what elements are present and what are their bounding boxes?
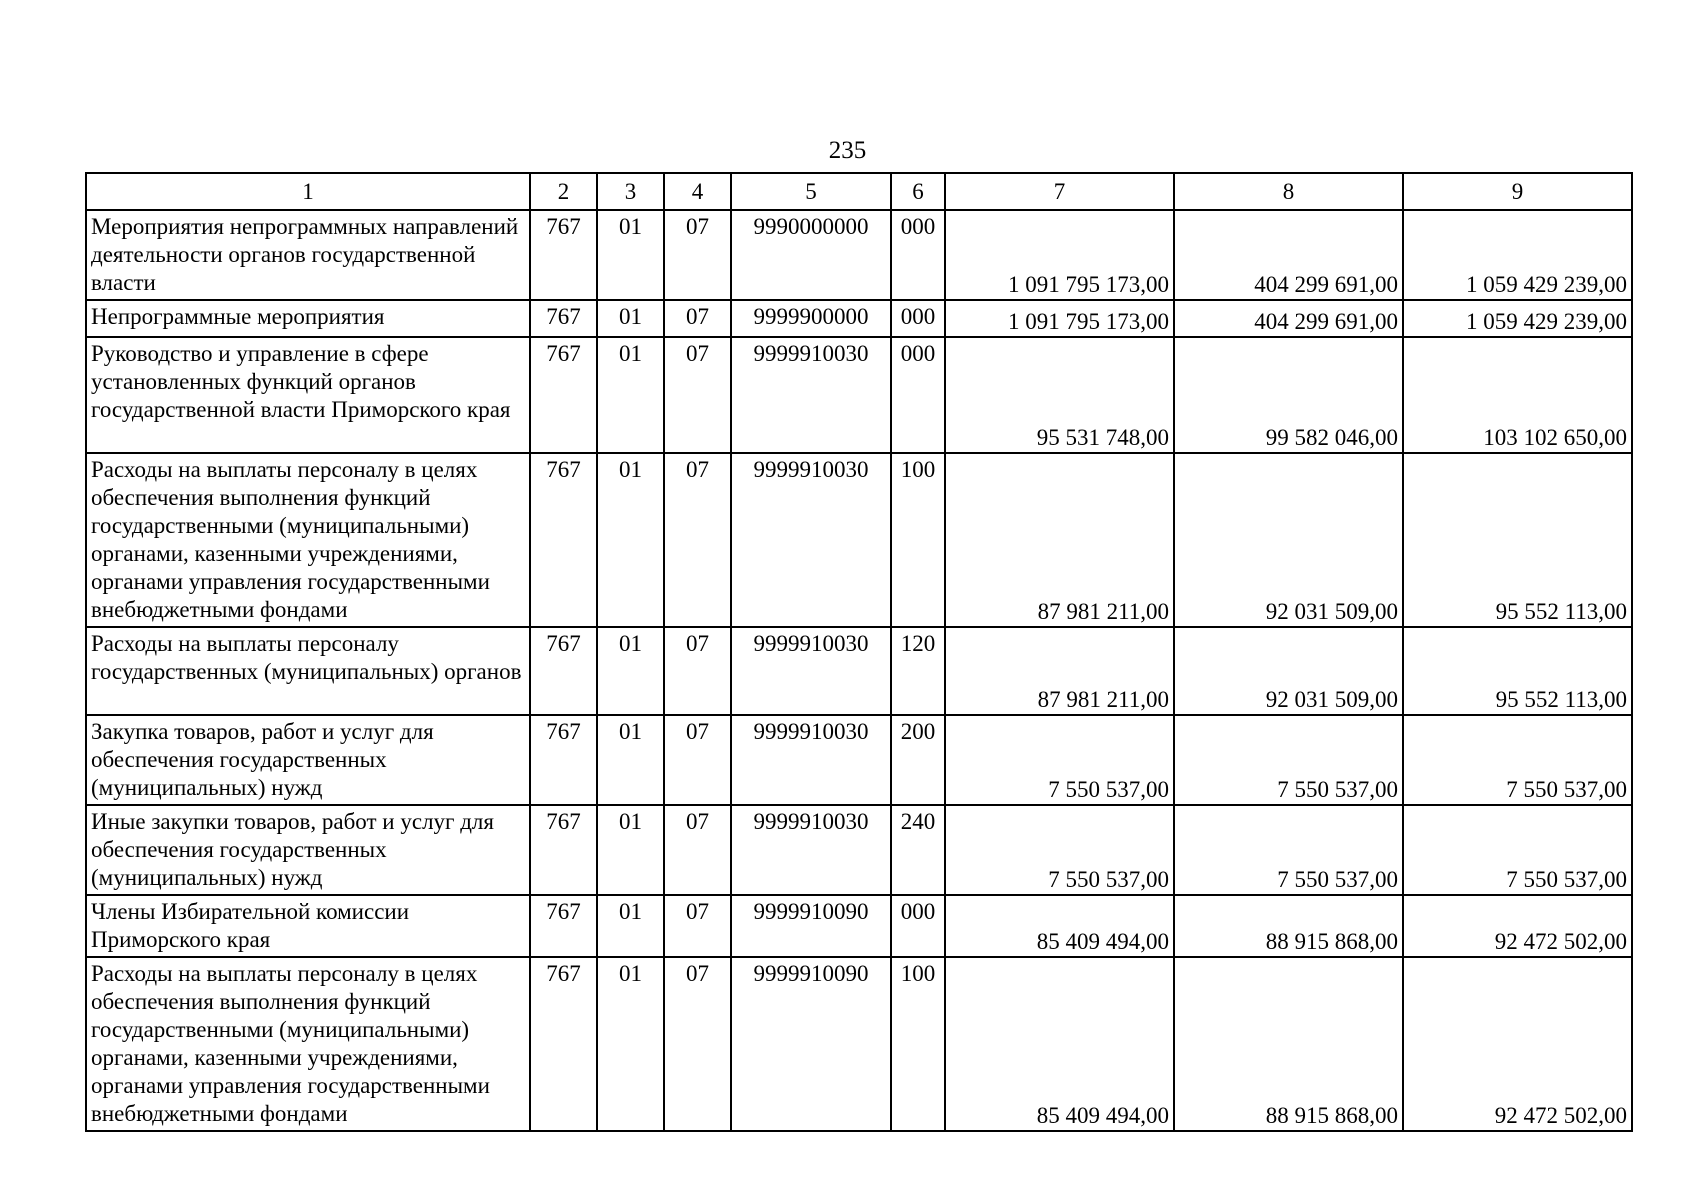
row-name: Закупка товаров, работ и услуг для обеспечения государственных (муниципальных) нужд <box>86 715 530 805</box>
row-name: Расходы на выплаты персоналу в целях обеспечения выполнения функций государственными (муниципальными) органами, казенными учреждениями, органами управления государственными внебюджетными фондами <box>86 957 530 1131</box>
amount-cell: 103 102 650,00 <box>1403 337 1632 453</box>
code-cell: 07 <box>664 715 731 805</box>
row-name: Непрограммные мероприятия <box>86 300 530 337</box>
code-cell: 240 <box>891 805 945 895</box>
code-cell: 767 <box>530 210 597 300</box>
code-cell: 01 <box>597 453 664 627</box>
code-cell: 9990000000 <box>731 210 891 300</box>
amount-cell: 95 552 113,00 <box>1403 627 1632 715</box>
amount-cell: 1 091 795 173,00 <box>945 210 1174 300</box>
code-cell: 01 <box>597 210 664 300</box>
row-name: Члены Избирательной комиссии Приморского края <box>86 895 530 957</box>
table-row <box>86 337 1632 453</box>
code-cell: 200 <box>891 715 945 805</box>
table-row <box>86 895 1632 957</box>
code-cell: 100 <box>891 453 945 627</box>
amount-cell: 92 472 502,00 <box>1403 957 1632 1131</box>
code-cell: 100 <box>891 957 945 1131</box>
code-cell: 9999910030 <box>731 805 891 895</box>
code-cell: 767 <box>530 453 597 627</box>
table-row <box>86 627 1632 715</box>
code-cell: 9999910030 <box>731 453 891 627</box>
code-cell: 120 <box>891 627 945 715</box>
code-cell: 01 <box>597 805 664 895</box>
code-cell: 01 <box>597 300 664 337</box>
amount-cell: 1 059 429 239,00 <box>1403 210 1632 300</box>
code-cell: 07 <box>664 895 731 957</box>
amount-cell: 92 472 502,00 <box>1403 895 1632 957</box>
amount-cell: 404 299 691,00 <box>1174 300 1403 337</box>
page-number: 235 <box>828 137 867 164</box>
amount-cell: 7 550 537,00 <box>1403 715 1632 805</box>
code-cell: 767 <box>530 957 597 1131</box>
code-cell: 01 <box>597 957 664 1131</box>
code-cell: 9999900000 <box>731 300 891 337</box>
code-cell: 000 <box>891 895 945 957</box>
amount-cell: 7 550 537,00 <box>1174 715 1403 805</box>
table-row <box>86 300 1632 337</box>
amount-cell: 95 531 748,00 <box>945 337 1174 453</box>
row-name: Руководство и управление в сфере установленных функций органов государственной власти Приморского края <box>86 337 530 453</box>
code-cell: 767 <box>530 805 597 895</box>
code-cell: 9999910030 <box>731 715 891 805</box>
code-cell: 9999910030 <box>731 337 891 453</box>
header-cell: 3 <box>597 173 664 210</box>
table-row <box>86 453 1632 627</box>
code-cell: 01 <box>597 337 664 453</box>
table-row <box>86 957 1632 1131</box>
code-cell: 07 <box>664 337 731 453</box>
code-cell: 767 <box>530 337 597 453</box>
row-name: Иные закупки товаров, работ и услуг для обеспечения государственных (муниципальных) нужд <box>86 805 530 895</box>
code-cell: 767 <box>530 895 597 957</box>
code-cell: 000 <box>891 337 945 453</box>
header-cell: 5 <box>731 173 891 210</box>
code-cell: 07 <box>664 453 731 627</box>
amount-cell: 7 550 537,00 <box>945 805 1174 895</box>
code-cell: 01 <box>597 715 664 805</box>
amount-cell: 92 031 509,00 <box>1174 627 1403 715</box>
table-row <box>86 210 1632 300</box>
header-cell: 6 <box>891 173 945 210</box>
row-name: Расходы на выплаты персоналу государственных (муниципальных) органов <box>86 627 530 715</box>
header-cell: 9 <box>1403 173 1632 210</box>
table-row <box>86 805 1632 895</box>
amount-cell: 1 059 429 239,00 <box>1403 300 1632 337</box>
code-cell: 000 <box>891 300 945 337</box>
header-cell: 1 <box>86 173 530 210</box>
header-row <box>86 173 1632 210</box>
code-cell: 07 <box>664 805 731 895</box>
code-cell: 767 <box>530 715 597 805</box>
amount-cell: 88 915 868,00 <box>1174 957 1403 1131</box>
amount-cell: 99 582 046,00 <box>1174 337 1403 453</box>
amount-cell: 88 915 868,00 <box>1174 895 1403 957</box>
row-name: Мероприятия непрограммных направлений деятельности органов государственной власти <box>86 210 530 300</box>
amount-cell: 7 550 537,00 <box>1174 805 1403 895</box>
code-cell: 767 <box>530 300 597 337</box>
amount-cell: 1 091 795 173,00 <box>945 300 1174 337</box>
code-cell: 01 <box>597 627 664 715</box>
amount-cell: 95 552 113,00 <box>1403 453 1632 627</box>
code-cell: 07 <box>664 210 731 300</box>
amount-cell: 404 299 691,00 <box>1174 210 1403 300</box>
code-cell: 000 <box>891 210 945 300</box>
header-cell: 2 <box>530 173 597 210</box>
code-cell: 9999910090 <box>731 895 891 957</box>
header-cell: 4 <box>664 173 731 210</box>
amount-cell: 87 981 211,00 <box>945 627 1174 715</box>
code-cell: 9999910090 <box>731 957 891 1131</box>
amount-cell: 7 550 537,00 <box>945 715 1174 805</box>
code-cell: 07 <box>664 627 731 715</box>
code-cell: 01 <box>597 895 664 957</box>
header-cell: 7 <box>945 173 1174 210</box>
code-cell: 07 <box>664 300 731 337</box>
code-cell: 07 <box>664 957 731 1131</box>
amount-cell: 92 031 509,00 <box>1174 453 1403 627</box>
code-cell: 767 <box>530 627 597 715</box>
table-row <box>86 715 1632 805</box>
code-cell: 9999910030 <box>731 627 891 715</box>
amount-cell: 85 409 494,00 <box>945 895 1174 957</box>
header-cell: 8 <box>1174 173 1403 210</box>
amount-cell: 87 981 211,00 <box>945 453 1174 627</box>
amount-cell: 85 409 494,00 <box>945 957 1174 1131</box>
budget-table <box>85 172 1633 1132</box>
amount-cell: 7 550 537,00 <box>1403 805 1632 895</box>
row-name: Расходы на выплаты персоналу в целях обеспечения выполнения функций государственными (муниципальными) органами, казенными учреждениями, органами управления государственными внебюджетными фондами <box>86 453 530 627</box>
